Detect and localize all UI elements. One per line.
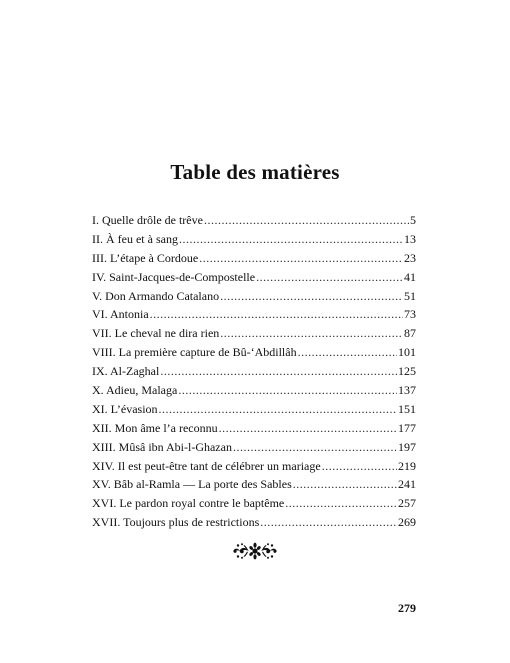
toc-entry-page: 219 [398,458,416,473]
floral-ornament-icon [232,541,278,561]
toc-entry-page: 73 [404,307,416,322]
toc-entry-page: 87 [404,326,416,341]
dot-leader [178,381,397,400]
toc-entry-page: 241 [398,477,416,492]
toc-entry-page: 197 [398,439,416,454]
toc-entry-page: 257 [398,496,416,511]
toc-entry [92,475,416,494]
toc-entry [92,249,416,268]
dot-leader [256,268,403,287]
toc-entry-page: 5 [410,213,416,227]
toc-entry [92,419,416,438]
toc-entry [92,381,416,400]
toc-entry [92,211,416,230]
dot-leader [293,475,397,494]
dot-leader [233,438,397,457]
dot-leader [285,494,397,513]
toc-entry [92,268,416,287]
toc-entry-label: XVI. Le pardon royal contre le baptême [92,496,285,511]
dot-leader [260,513,397,532]
toc-entry-label: III. L’étape à Cordoue [92,250,199,265]
toc-entry-label: VIII. La première capture de Bû-‘Abdillâh [92,345,297,360]
toc-entry-label: I. Quelle drôle de trêve [92,213,203,227]
toc-entry [92,343,416,362]
toc-entry-page: 125 [398,364,416,379]
toc-entry [92,438,416,457]
toc-entry-label: XIII. Mûsâ ibn Abi-l-Ghazan [92,439,232,454]
dot-leader [150,305,403,324]
toc-entry [92,494,416,513]
toc-entry [92,362,416,381]
page-number: 279 [398,601,416,615]
toc-entry-page: 269 [398,515,416,530]
toc-entry-page: 41 [404,269,416,284]
toc-entry [92,457,416,476]
dot-leader [220,324,403,343]
toc-entry-page: 23 [404,250,416,265]
dot-leader [322,457,397,476]
toc-entry-page: 177 [398,420,416,435]
toc-entry-label: V. Don Armando Catalano [92,288,220,303]
toc-entry-label: IX. Al-Zaghal [92,364,160,379]
toc-entry-label: VII. Le cheval ne dira rien [92,326,220,341]
toc-entry-label: VI. Antonia [92,307,149,322]
toc-entry [92,230,416,249]
toc-entry [92,305,416,324]
toc-entry-label: X. Adieu, Malaga [92,383,178,398]
dot-leader [298,343,397,362]
dot-leader [219,419,397,438]
toc-entry-page: 137 [398,383,416,398]
table-of-contents [92,211,416,532]
toc-entry-label: XIV. Il est peut-être tant de célébrer un mariage [92,458,321,473]
toc-entry-page: 13 [404,231,416,246]
toc-entry [92,400,416,419]
toc-entry-label: IV. Saint-Jacques-de-Compostelle [92,269,256,284]
toc-entry-page: 51 [404,288,416,303]
toc-entry [92,513,416,532]
dot-leader [220,287,403,306]
toc-entry-label: XII. Mon âme l’a reconnu [92,420,218,435]
toc-entry-page: 151 [398,401,416,416]
dot-leader [160,362,397,381]
toc-entry-label: XVII. Toujours plus de restrictions [92,515,260,530]
toc-entry [92,287,416,306]
toc-entry-label: II. À feu et à sang [92,231,178,246]
dot-leader [159,400,397,419]
dot-leader [199,249,403,268]
page-title: Table des matières [170,160,340,184]
toc-entry-label: XI. L’évasion [92,401,158,416]
dot-leader [179,230,403,249]
dot-leader [204,211,409,230]
toc-entry [92,324,416,343]
toc-entry-label: XV. Bâb al-Ramla — La porte des Sables [92,477,292,492]
toc-entry-page: 101 [398,345,416,360]
